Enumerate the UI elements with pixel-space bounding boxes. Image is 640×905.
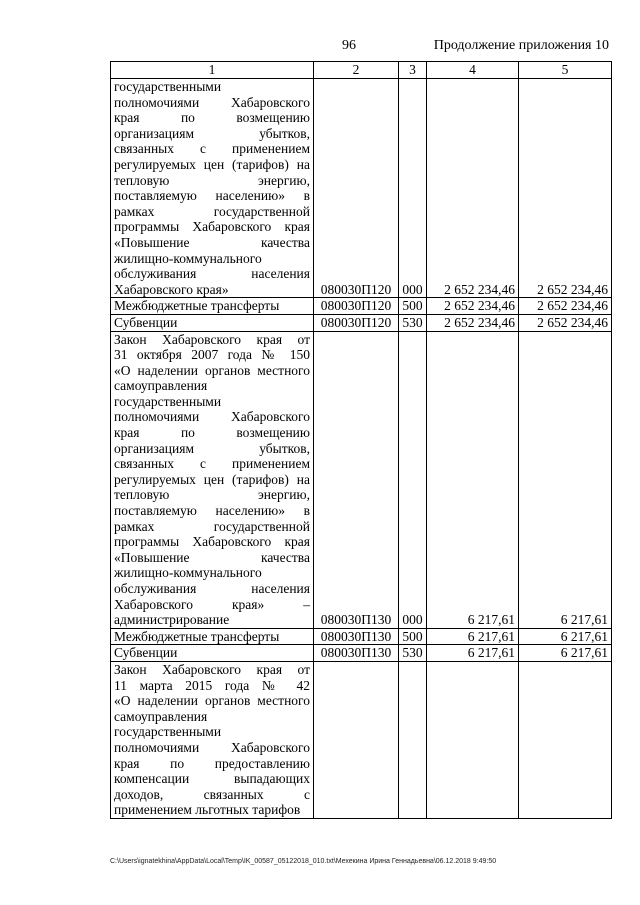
row-description <box>111 331 314 628</box>
row-kind: 530 <box>399 645 427 662</box>
row-value-5: 6 217,61 <box>519 645 612 662</box>
description-line: организациям убытков, <box>114 440 310 456</box>
table-row <box>111 298 612 315</box>
row-value-5: 2 652 234,46 <box>519 314 612 331</box>
description-line: рамках государственной <box>114 518 310 534</box>
row-kind: 530 <box>399 314 427 331</box>
description-line: Хабаровского края» – <box>114 596 310 612</box>
row-value-4: 6 217,61 <box>427 331 519 628</box>
description-line: программы Хабаровского края <box>114 219 310 235</box>
row-value-4: 6 217,61 <box>427 645 519 662</box>
row-description <box>111 79 314 298</box>
table-row <box>111 79 612 298</box>
description-line: доходов, связанных с <box>114 786 310 802</box>
description-line: связанных с применением <box>114 141 310 157</box>
row-value-4: 6 217,61 <box>427 628 519 645</box>
table-row <box>111 314 612 331</box>
column-header: 3 <box>399 62 427 79</box>
description-line: «Повышение качества <box>114 234 310 250</box>
column-header: 1 <box>111 62 314 79</box>
row-value-4 <box>427 661 519 818</box>
row-value-5: 2 652 234,46 <box>519 298 612 315</box>
description-line: Хабаровского края» <box>114 281 229 297</box>
row-code: 080030П120 <box>314 79 399 298</box>
file-path-footer: C:\Users\ignatekhina\AppData\Local\Temp\IK_00587_05122018_010.txt\Мехекина Ирина Геннадьевна\06.12.2018 9:49:50 <box>110 858 497 865</box>
description-line: применением льготных тарифов <box>114 802 301 818</box>
description-line: «О наделении органов местного <box>114 693 310 709</box>
description-line: «О наделении органов местного <box>114 362 310 378</box>
description-line: края по возмещению <box>114 425 310 441</box>
description-line: края по возмещению <box>114 110 310 126</box>
description-line: регулируемых цен (тарифов) на <box>114 156 310 172</box>
table-row <box>111 331 612 628</box>
description-line: жилищно-коммунального <box>114 250 262 266</box>
table-row <box>111 661 612 818</box>
budget-table <box>110 61 612 819</box>
description-line: государственными <box>114 393 222 409</box>
description-line: полномочиями Хабаровского <box>114 94 310 110</box>
description-line: регулируемых цен (тарифов) на <box>114 471 310 487</box>
row-kind: 500 <box>399 298 427 315</box>
description-line: края по предоставлению <box>114 755 310 771</box>
description-line: государственными <box>114 79 222 94</box>
description-line: поставляемую населению» в <box>114 188 310 204</box>
row-code: 080030П120 <box>314 314 399 331</box>
description-line: жилищно-коммунального <box>114 565 262 581</box>
continuation-title: Продолжение приложения 10 <box>433 38 609 53</box>
description-line: тепловую энергию, <box>114 487 310 503</box>
row-code: 080030П130 <box>314 645 399 662</box>
row-kind <box>399 661 427 818</box>
description-line: Закон Хабаровского края от <box>114 331 310 347</box>
description-line: государственными <box>114 724 222 740</box>
description-line: 11 марта 2015 года № 42 <box>114 677 310 693</box>
row-code: 080030П130 <box>314 628 399 645</box>
description-line: обслуживания населения <box>114 266 310 282</box>
row-description <box>111 314 314 331</box>
page-number: 96 <box>342 38 356 53</box>
description-line: программы Хабаровского края <box>114 534 310 550</box>
description-line: поставляемую населению» в <box>114 503 310 519</box>
description-line: компенсации выпадающих <box>114 771 310 787</box>
row-value-5 <box>519 661 612 818</box>
description-line: 31 октября 2007 года № 150 <box>114 347 310 363</box>
row-kind: 000 <box>399 331 427 628</box>
description-line: тепловую энергию, <box>114 172 310 188</box>
description-line: Субвенции <box>114 314 178 330</box>
row-value-4: 2 652 234,46 <box>427 314 519 331</box>
description-line: самоуправления <box>114 708 208 724</box>
row-kind: 500 <box>399 628 427 645</box>
column-header: 4 <box>427 62 519 79</box>
row-code <box>314 661 399 818</box>
row-value-4: 2 652 234,46 <box>427 79 519 298</box>
row-code: 080030П120 <box>314 298 399 315</box>
description-line: полномочиями Хабаровского <box>114 409 310 425</box>
row-description <box>111 298 314 315</box>
table-header-row <box>111 62 612 79</box>
column-header: 5 <box>519 62 612 79</box>
description-line: Субвенции <box>114 645 178 661</box>
description-line: администрирование <box>114 612 230 628</box>
description-line: Межбюджетные трансферты <box>114 628 280 644</box>
row-value-5: 2 652 234,46 <box>519 79 612 298</box>
row-code: 080030П130 <box>314 331 399 628</box>
description-line: полномочиями Хабаровского <box>114 739 310 755</box>
table-row <box>111 628 612 645</box>
description-line: рамках государственной <box>114 203 310 219</box>
column-header: 2 <box>314 62 399 79</box>
description-line: обслуживания населения <box>114 581 310 596</box>
row-value-4: 2 652 234,46 <box>427 298 519 315</box>
row-value-5: 6 217,61 <box>519 628 612 645</box>
description-line: связанных с применением <box>114 456 310 472</box>
description-line: «Повышение качества <box>114 549 310 565</box>
row-description <box>111 661 314 818</box>
row-value-5: 6 217,61 <box>519 331 612 628</box>
description-line: Межбюджетные трансферты <box>114 298 280 314</box>
row-kind: 000 <box>399 79 427 298</box>
description-line: самоуправления <box>114 378 208 394</box>
description-line: Закон Хабаровского края от <box>114 661 310 677</box>
table-row <box>111 645 612 662</box>
row-description <box>111 645 314 662</box>
row-description <box>111 628 314 645</box>
description-line: организациям убытков, <box>114 125 310 141</box>
